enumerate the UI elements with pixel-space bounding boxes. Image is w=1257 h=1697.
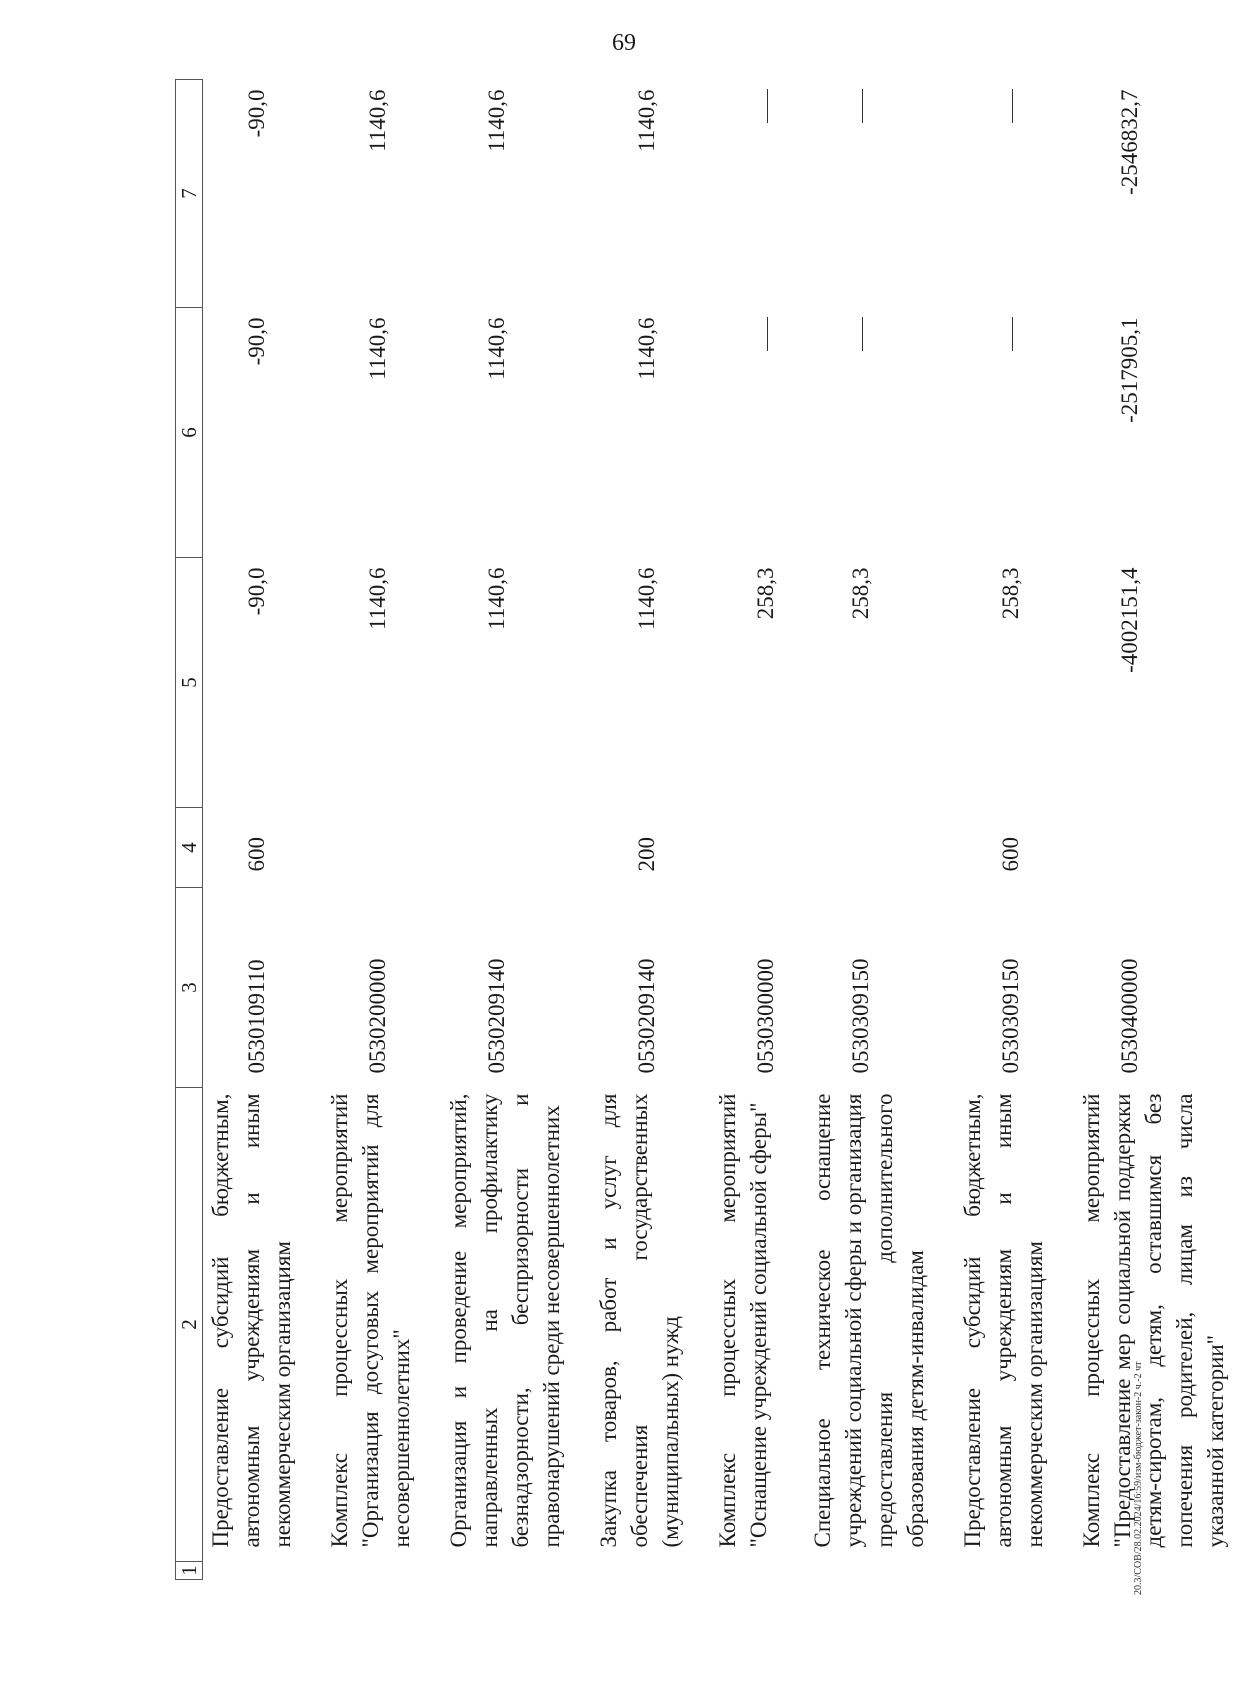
row-value-5-cell: 1140,6	[365, 567, 390, 630]
column-header: 4	[176, 808, 203, 888]
row-kvr-cell: 600	[244, 837, 269, 872]
row-value-7-cell: -2546832,7	[1117, 89, 1142, 195]
column-header: 3	[176, 888, 203, 1088]
row-kvr-cell	[1076, 808, 1257, 888]
row-value-6-cell: -2517905,1	[1117, 317, 1142, 423]
row-value-5-cell: -90,0	[244, 567, 269, 616]
dash-mark	[767, 90, 768, 124]
dash-mark	[862, 318, 863, 352]
column-header: 5	[176, 558, 203, 808]
row-name-cell: Организация и проведение мероприятий, направленных на профилактику безнадзорности, беспризорности и правонарушений среди несовершеннолетних	[446, 1093, 564, 1548]
table-row	[203, 80, 325, 1580]
row-value-6-cell	[712, 308, 807, 558]
row-code-cell: 0530309150	[848, 958, 873, 1074]
row-value-5-cell: 258,3	[753, 567, 778, 620]
row-kvr-cell: 200	[634, 837, 659, 872]
row-number-cell	[203, 1562, 325, 1580]
row-value-7-cell: 1140,6	[484, 89, 509, 152]
table-body	[203, 80, 1257, 1580]
row-value-7-cell: 1140,6	[365, 89, 390, 152]
row-value-5-cell: 258,3	[848, 567, 873, 620]
page-number: 69	[612, 30, 636, 56]
row-value-5-cell: 258,3	[998, 567, 1023, 620]
row-value-6-cell	[807, 308, 957, 558]
table-row	[443, 80, 593, 1580]
row-number-cell	[324, 1562, 443, 1580]
column-header: 2	[176, 1088, 203, 1562]
row-name-cell: Специальное техническое оснащение учреждений социальной сферы и организация предоставления дополнительного образования детям-инвалидам	[810, 1093, 928, 1548]
budget-table	[175, 79, 1257, 1580]
row-value-5-cell: 1140,6	[634, 567, 659, 630]
dash-mark	[862, 90, 863, 124]
row-number-cell	[957, 1562, 1076, 1580]
row-value-5-cell: 1140,6	[484, 567, 509, 630]
row-kvr-cell	[443, 808, 593, 888]
row-value-7-cell: -90,0	[244, 89, 269, 138]
row-kvr-cell	[324, 808, 443, 888]
row-name-cell: Предоставление субсидий бюджетным, автономным учреждениям и иным некоммерческим организациям	[960, 1093, 1047, 1548]
column-header: 1	[176, 1562, 203, 1580]
row-code-cell: 0530309150	[998, 958, 1023, 1074]
row-value-7-cell	[957, 80, 1076, 308]
dash-mark	[1012, 318, 1013, 352]
row-value-7-cell: 1140,6	[634, 89, 659, 152]
row-kvr-cell	[712, 808, 807, 888]
row-value-6-cell: 1140,6	[365, 317, 390, 380]
row-code-cell: 0530400000	[1117, 958, 1142, 1074]
row-number-cell	[593, 1562, 712, 1580]
row-kvr-cell: 600	[998, 837, 1023, 872]
dash-mark	[767, 318, 768, 352]
table-row	[807, 80, 957, 1580]
row-name-cell: Комплекс процессных мероприятий "Предоставление мер социальной поддержки детям-сиротам, детям, оставшимся без попечения родителей, лицам из числа указанной категории"	[1079, 1093, 1228, 1548]
table-row	[957, 80, 1076, 1580]
column-number-row	[176, 80, 203, 1580]
column-header: 6	[176, 308, 203, 558]
table-row	[712, 80, 807, 1580]
row-code-cell: 0530200000	[365, 958, 390, 1074]
row-number-cell	[1076, 1562, 1257, 1580]
row-value-7-cell	[712, 80, 807, 308]
row-name-cell: Предоставление субсидий бюджетным, автономным учреждениям и иным некоммерческим организациям	[208, 1093, 295, 1548]
row-name-cell: Комплекс процессных мероприятий "Организация досуговых мероприятий для несовершеннолетних"	[327, 1093, 414, 1548]
dash-mark	[1012, 90, 1013, 124]
column-header: 7	[176, 80, 203, 308]
row-name-cell: Закупка товаров, работ и услуг для обеспечения государственных (муниципальных) нужд	[596, 1093, 683, 1548]
row-code-cell: 0530209140	[634, 958, 659, 1074]
row-kvr-cell	[807, 808, 957, 888]
row-value-5-cell: -4002151,4	[1117, 567, 1142, 673]
row-code-cell: 0530300000	[753, 958, 778, 1074]
row-value-7-cell	[807, 80, 957, 308]
row-number-cell	[807, 1562, 957, 1580]
row-number-cell	[712, 1562, 807, 1580]
row-name-cell: Комплекс процессных мероприятий "Оснащение учреждений социальной сферы"	[715, 1093, 771, 1548]
row-value-6-cell: 1140,6	[634, 317, 659, 380]
footer-code: 20.3/СОВ/28.02.2024/16:59/изм-бюджет-закон-2 ч.-2 чт	[1133, 1361, 1144, 1595]
row-number-cell	[443, 1562, 593, 1580]
row-value-6-cell: 1140,6	[484, 317, 509, 380]
table-row	[593, 80, 712, 1580]
row-code-cell: 0530209140	[484, 958, 509, 1074]
row-value-6-cell	[957, 308, 1076, 558]
row-value-6-cell: -90,0	[244, 317, 269, 366]
table-row	[324, 80, 443, 1580]
row-code-cell: 0530109110	[244, 959, 269, 1074]
table-row	[1076, 80, 1257, 1580]
